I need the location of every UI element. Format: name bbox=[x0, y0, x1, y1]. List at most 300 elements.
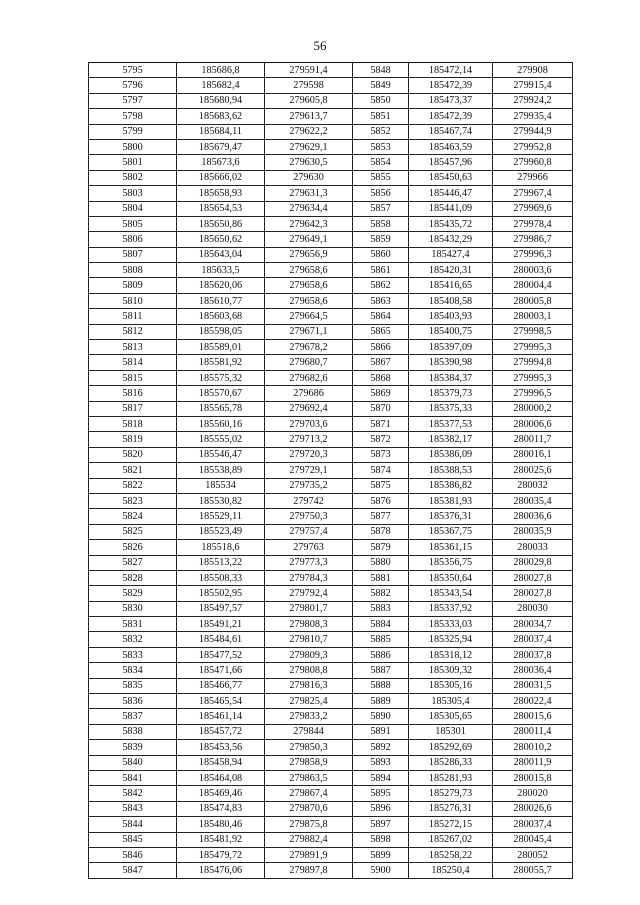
x-coordinate-cell: 185466,77 bbox=[177, 678, 265, 693]
point-number-cell: 5889 bbox=[353, 694, 409, 709]
point-number-cell: 5867 bbox=[353, 355, 409, 370]
y-coordinate-cell: 280006,6 bbox=[493, 416, 573, 431]
x-coordinate-cell: 185650,86 bbox=[177, 216, 265, 231]
point-number-cell: 5879 bbox=[353, 540, 409, 555]
x-coordinate-cell: 185397,09 bbox=[409, 340, 493, 355]
point-number-cell: 5895 bbox=[353, 786, 409, 801]
table-row bbox=[89, 740, 573, 755]
x-coordinate-cell: 185523,49 bbox=[177, 524, 265, 539]
point-number-cell: 5891 bbox=[353, 724, 409, 739]
y-coordinate-cell: 280004,4 bbox=[493, 278, 573, 293]
y-coordinate-cell: 279816,3 bbox=[265, 678, 353, 693]
x-coordinate-cell: 185534 bbox=[177, 478, 265, 493]
point-number-cell: 5890 bbox=[353, 709, 409, 724]
y-coordinate-cell: 279658,6 bbox=[265, 263, 353, 278]
x-coordinate-cell: 185473,37 bbox=[409, 93, 493, 108]
x-coordinate-cell: 185654,53 bbox=[177, 201, 265, 216]
x-coordinate-cell: 185481,92 bbox=[177, 832, 265, 847]
y-coordinate-cell: 279801,7 bbox=[265, 601, 353, 616]
point-number-cell: 5847 bbox=[89, 863, 177, 878]
table-row bbox=[89, 601, 573, 616]
y-coordinate-cell: 279642,3 bbox=[265, 216, 353, 231]
y-coordinate-cell: 280000,2 bbox=[493, 401, 573, 416]
x-coordinate-cell: 185461,14 bbox=[177, 709, 265, 724]
y-coordinate-cell: 279729,1 bbox=[265, 463, 353, 478]
point-number-cell: 5852 bbox=[353, 124, 409, 139]
y-coordinate-cell: 279692,4 bbox=[265, 401, 353, 416]
y-coordinate-cell: 279969,6 bbox=[493, 201, 573, 216]
point-number-cell: 5881 bbox=[353, 570, 409, 585]
x-coordinate-cell: 185546,47 bbox=[177, 447, 265, 462]
point-number-cell: 5802 bbox=[89, 170, 177, 185]
point-number-cell: 5815 bbox=[89, 370, 177, 385]
point-number-cell: 5814 bbox=[89, 355, 177, 370]
point-number-cell: 5886 bbox=[353, 647, 409, 662]
table-row bbox=[89, 93, 573, 108]
point-number-cell: 5846 bbox=[89, 847, 177, 862]
table-row bbox=[89, 647, 573, 662]
table-row bbox=[89, 493, 573, 508]
x-coordinate-cell: 185529,11 bbox=[177, 509, 265, 524]
x-coordinate-cell: 185565,78 bbox=[177, 401, 265, 416]
x-coordinate-cell: 185463,59 bbox=[409, 139, 493, 154]
y-coordinate-cell: 279810,7 bbox=[265, 632, 353, 647]
point-number-cell: 5892 bbox=[353, 740, 409, 755]
y-coordinate-cell: 279634,4 bbox=[265, 201, 353, 216]
point-number-cell: 5829 bbox=[89, 586, 177, 601]
x-coordinate-cell: 185477,52 bbox=[177, 647, 265, 662]
y-coordinate-cell: 279891,9 bbox=[265, 847, 353, 862]
y-coordinate-cell: 279773,3 bbox=[265, 555, 353, 570]
point-number-cell: 5861 bbox=[353, 263, 409, 278]
point-number-cell: 5798 bbox=[89, 109, 177, 124]
y-coordinate-cell: 279960,8 bbox=[493, 155, 573, 170]
point-number-cell: 5807 bbox=[89, 247, 177, 262]
y-coordinate-cell: 280026,6 bbox=[493, 801, 573, 816]
point-number-cell: 5883 bbox=[353, 601, 409, 616]
x-coordinate-cell: 185305,16 bbox=[409, 678, 493, 693]
point-number-cell: 5858 bbox=[353, 216, 409, 231]
table-row bbox=[89, 63, 573, 78]
point-number-cell: 5833 bbox=[89, 647, 177, 662]
x-coordinate-cell: 185427,4 bbox=[409, 247, 493, 262]
y-coordinate-cell: 279808,3 bbox=[265, 617, 353, 632]
point-number-cell: 5855 bbox=[353, 170, 409, 185]
y-coordinate-cell: 280010,2 bbox=[493, 740, 573, 755]
point-number-cell: 5820 bbox=[89, 447, 177, 462]
table-row bbox=[89, 617, 573, 632]
point-number-cell: 5866 bbox=[353, 340, 409, 355]
y-coordinate-cell: 279678,2 bbox=[265, 340, 353, 355]
point-number-cell: 5875 bbox=[353, 478, 409, 493]
x-coordinate-cell: 185538,89 bbox=[177, 463, 265, 478]
x-coordinate-cell: 185420,31 bbox=[409, 263, 493, 278]
point-number-cell: 5870 bbox=[353, 401, 409, 416]
table-row bbox=[89, 632, 573, 647]
point-number-cell: 5899 bbox=[353, 847, 409, 862]
y-coordinate-cell: 279784,3 bbox=[265, 570, 353, 585]
y-coordinate-cell: 280055,7 bbox=[493, 863, 573, 878]
y-coordinate-cell: 280030 bbox=[493, 601, 573, 616]
y-coordinate-cell: 280025,6 bbox=[493, 463, 573, 478]
y-coordinate-cell: 279658,6 bbox=[265, 293, 353, 308]
x-coordinate-cell: 185575,32 bbox=[177, 370, 265, 385]
y-coordinate-cell: 280036,6 bbox=[493, 509, 573, 524]
point-number-cell: 5860 bbox=[353, 247, 409, 262]
y-coordinate-cell: 279870,6 bbox=[265, 801, 353, 816]
x-coordinate-cell: 185279,73 bbox=[409, 786, 493, 801]
y-coordinate-cell: 279658,6 bbox=[265, 278, 353, 293]
x-coordinate-cell: 185432,29 bbox=[409, 232, 493, 247]
point-number-cell: 5863 bbox=[353, 293, 409, 308]
y-coordinate-cell: 279986,7 bbox=[493, 232, 573, 247]
y-coordinate-cell: 279763 bbox=[265, 540, 353, 555]
point-number-cell: 5832 bbox=[89, 632, 177, 647]
point-number-cell: 5857 bbox=[353, 201, 409, 216]
x-coordinate-cell: 185457,96 bbox=[409, 155, 493, 170]
x-coordinate-cell: 185250,4 bbox=[409, 863, 493, 878]
y-coordinate-cell: 279622,2 bbox=[265, 124, 353, 139]
x-coordinate-cell: 185464,08 bbox=[177, 770, 265, 785]
x-coordinate-cell: 185361,15 bbox=[409, 540, 493, 555]
x-coordinate-cell: 185301 bbox=[409, 724, 493, 739]
point-number-cell: 5854 bbox=[353, 155, 409, 170]
point-number-cell: 5801 bbox=[89, 155, 177, 170]
y-coordinate-cell: 279996,5 bbox=[493, 386, 573, 401]
y-coordinate-cell: 279944,9 bbox=[493, 124, 573, 139]
point-number-cell: 5796 bbox=[89, 78, 177, 93]
y-coordinate-cell: 280032 bbox=[493, 478, 573, 493]
x-coordinate-cell: 185682,4 bbox=[177, 78, 265, 93]
point-number-cell: 5813 bbox=[89, 340, 177, 355]
x-coordinate-cell: 185325,94 bbox=[409, 632, 493, 647]
table-row bbox=[89, 555, 573, 570]
table-row bbox=[89, 309, 573, 324]
x-coordinate-cell: 185491,21 bbox=[177, 617, 265, 632]
point-number-cell: 5851 bbox=[353, 109, 409, 124]
y-coordinate-cell: 279664,5 bbox=[265, 309, 353, 324]
y-coordinate-cell: 279605,8 bbox=[265, 93, 353, 108]
point-number-cell: 5835 bbox=[89, 678, 177, 693]
y-coordinate-cell: 279875,8 bbox=[265, 817, 353, 832]
point-number-cell: 5841 bbox=[89, 770, 177, 785]
point-number-cell: 5825 bbox=[89, 524, 177, 539]
table-row bbox=[89, 478, 573, 493]
point-number-cell: 5821 bbox=[89, 463, 177, 478]
x-coordinate-cell: 185400,75 bbox=[409, 324, 493, 339]
x-coordinate-cell: 185513,22 bbox=[177, 555, 265, 570]
table-row bbox=[89, 232, 573, 247]
x-coordinate-cell: 185679,47 bbox=[177, 139, 265, 154]
y-coordinate-cell: 279703,6 bbox=[265, 416, 353, 431]
point-number-cell: 5896 bbox=[353, 801, 409, 816]
page-number: 56 bbox=[313, 38, 327, 53]
table-row bbox=[89, 447, 573, 462]
x-coordinate-cell: 185388,53 bbox=[409, 463, 493, 478]
x-coordinate-cell: 185589,01 bbox=[177, 340, 265, 355]
table-row bbox=[89, 709, 573, 724]
y-coordinate-cell: 279935,4 bbox=[493, 109, 573, 124]
point-number-cell: 5897 bbox=[353, 817, 409, 832]
x-coordinate-cell: 185453,56 bbox=[177, 740, 265, 755]
point-number-cell: 5826 bbox=[89, 540, 177, 555]
x-coordinate-cell: 185680,94 bbox=[177, 93, 265, 108]
point-number-cell: 5838 bbox=[89, 724, 177, 739]
y-coordinate-cell: 279671,1 bbox=[265, 324, 353, 339]
y-coordinate-cell: 279808,8 bbox=[265, 663, 353, 678]
x-coordinate-cell: 185416,65 bbox=[409, 278, 493, 293]
y-coordinate-cell: 279998,5 bbox=[493, 324, 573, 339]
x-coordinate-cell: 185555,02 bbox=[177, 432, 265, 447]
x-coordinate-cell: 185469,46 bbox=[177, 786, 265, 801]
table-row bbox=[89, 432, 573, 447]
table-row bbox=[89, 570, 573, 585]
point-number-cell: 5884 bbox=[353, 617, 409, 632]
point-number-cell: 5843 bbox=[89, 801, 177, 816]
point-number-cell: 5839 bbox=[89, 740, 177, 755]
y-coordinate-cell: 280045,4 bbox=[493, 832, 573, 847]
x-coordinate-cell: 185403,93 bbox=[409, 309, 493, 324]
x-coordinate-cell: 185286,33 bbox=[409, 755, 493, 770]
x-coordinate-cell: 185384,37 bbox=[409, 370, 493, 385]
x-coordinate-cell: 185465,54 bbox=[177, 694, 265, 709]
x-coordinate-cell: 185472,39 bbox=[409, 109, 493, 124]
y-coordinate-cell: 280037,8 bbox=[493, 647, 573, 662]
point-number-cell: 5888 bbox=[353, 678, 409, 693]
x-coordinate-cell: 185479,72 bbox=[177, 847, 265, 862]
y-coordinate-cell: 279924,2 bbox=[493, 93, 573, 108]
y-coordinate-cell: 280033 bbox=[493, 540, 573, 555]
x-coordinate-cell: 185683,62 bbox=[177, 109, 265, 124]
y-coordinate-cell: 279631,3 bbox=[265, 186, 353, 201]
y-coordinate-cell: 279713,2 bbox=[265, 432, 353, 447]
point-number-cell: 5885 bbox=[353, 632, 409, 647]
table-row bbox=[89, 663, 573, 678]
point-number-cell: 5849 bbox=[353, 78, 409, 93]
y-coordinate-cell: 279844 bbox=[265, 724, 353, 739]
point-number-cell: 5819 bbox=[89, 432, 177, 447]
y-coordinate-cell: 279915,4 bbox=[493, 78, 573, 93]
point-number-cell: 5834 bbox=[89, 663, 177, 678]
x-coordinate-cell: 185472,14 bbox=[409, 63, 493, 78]
x-coordinate-cell: 185292,69 bbox=[409, 740, 493, 755]
y-coordinate-cell: 279995,3 bbox=[493, 340, 573, 355]
y-coordinate-cell: 279629,1 bbox=[265, 139, 353, 154]
point-number-cell: 5803 bbox=[89, 186, 177, 201]
point-number-cell: 5845 bbox=[89, 832, 177, 847]
x-coordinate-cell: 185305,4 bbox=[409, 694, 493, 709]
x-coordinate-cell: 185650,62 bbox=[177, 232, 265, 247]
table-row bbox=[89, 355, 573, 370]
y-coordinate-cell: 279825,4 bbox=[265, 694, 353, 709]
y-coordinate-cell: 280011,4 bbox=[493, 724, 573, 739]
y-coordinate-cell: 280003,6 bbox=[493, 263, 573, 278]
point-number-cell: 5827 bbox=[89, 555, 177, 570]
x-coordinate-cell: 185386,82 bbox=[409, 478, 493, 493]
table-row bbox=[89, 340, 573, 355]
x-coordinate-cell: 185356,75 bbox=[409, 555, 493, 570]
point-number-cell: 5804 bbox=[89, 201, 177, 216]
x-coordinate-cell: 185530,82 bbox=[177, 493, 265, 508]
point-number-cell: 5795 bbox=[89, 63, 177, 78]
x-coordinate-cell: 185508,33 bbox=[177, 570, 265, 585]
y-coordinate-cell: 279656,9 bbox=[265, 247, 353, 262]
point-number-cell: 5812 bbox=[89, 324, 177, 339]
x-coordinate-cell: 185472,39 bbox=[409, 78, 493, 93]
table-row bbox=[89, 694, 573, 709]
point-number-cell: 5880 bbox=[353, 555, 409, 570]
point-number-cell: 5868 bbox=[353, 370, 409, 385]
x-coordinate-cell: 185281,93 bbox=[409, 770, 493, 785]
x-coordinate-cell: 185441,09 bbox=[409, 201, 493, 216]
y-coordinate-cell: 280027,8 bbox=[493, 586, 573, 601]
y-coordinate-cell: 280015,6 bbox=[493, 709, 573, 724]
x-coordinate-cell: 185458,94 bbox=[177, 755, 265, 770]
y-coordinate-cell: 279882,4 bbox=[265, 832, 353, 847]
point-number-cell: 5809 bbox=[89, 278, 177, 293]
x-coordinate-cell: 185480,46 bbox=[177, 817, 265, 832]
x-coordinate-cell: 185376,31 bbox=[409, 509, 493, 524]
table-row bbox=[89, 124, 573, 139]
table-row bbox=[89, 201, 573, 216]
x-coordinate-cell: 185375,33 bbox=[409, 401, 493, 416]
y-coordinate-cell: 279680,7 bbox=[265, 355, 353, 370]
y-coordinate-cell: 280037,4 bbox=[493, 817, 573, 832]
point-number-cell: 5797 bbox=[89, 93, 177, 108]
table-row bbox=[89, 540, 573, 555]
point-number-cell: 5859 bbox=[353, 232, 409, 247]
x-coordinate-cell: 185658,93 bbox=[177, 186, 265, 201]
table-row bbox=[89, 817, 573, 832]
point-number-cell: 5876 bbox=[353, 493, 409, 508]
x-coordinate-cell: 185435,72 bbox=[409, 216, 493, 231]
table-row bbox=[89, 770, 573, 785]
x-coordinate-cell: 185684,11 bbox=[177, 124, 265, 139]
point-number-cell: 5893 bbox=[353, 755, 409, 770]
y-coordinate-cell: 279863,5 bbox=[265, 770, 353, 785]
table-row bbox=[89, 293, 573, 308]
y-coordinate-cell: 279686 bbox=[265, 386, 353, 401]
coordinates-table bbox=[88, 62, 573, 879]
table-row bbox=[89, 78, 573, 93]
x-coordinate-cell: 185379,73 bbox=[409, 386, 493, 401]
x-coordinate-cell: 185272,15 bbox=[409, 817, 493, 832]
point-number-cell: 5894 bbox=[353, 770, 409, 785]
x-coordinate-cell: 185603,68 bbox=[177, 309, 265, 324]
x-coordinate-cell: 185643,04 bbox=[177, 247, 265, 262]
table-row bbox=[89, 524, 573, 539]
table-row bbox=[89, 678, 573, 693]
y-coordinate-cell: 280027,8 bbox=[493, 570, 573, 585]
table-row bbox=[89, 755, 573, 770]
point-number-cell: 5878 bbox=[353, 524, 409, 539]
y-coordinate-cell: 279742 bbox=[265, 493, 353, 508]
x-coordinate-cell: 185474,83 bbox=[177, 801, 265, 816]
y-coordinate-cell: 280016,1 bbox=[493, 447, 573, 462]
table-row bbox=[89, 370, 573, 385]
y-coordinate-cell: 279757,4 bbox=[265, 524, 353, 539]
x-coordinate-cell: 185598,05 bbox=[177, 324, 265, 339]
y-coordinate-cell: 280029,8 bbox=[493, 555, 573, 570]
x-coordinate-cell: 185337,92 bbox=[409, 601, 493, 616]
point-number-cell: 5871 bbox=[353, 416, 409, 431]
table-row bbox=[89, 832, 573, 847]
table-row bbox=[89, 509, 573, 524]
table-row bbox=[89, 170, 573, 185]
table-row bbox=[89, 247, 573, 262]
y-coordinate-cell: 279591,4 bbox=[265, 63, 353, 78]
point-number-cell: 5862 bbox=[353, 278, 409, 293]
y-coordinate-cell: 280011,7 bbox=[493, 432, 573, 447]
point-number-cell: 5882 bbox=[353, 586, 409, 601]
y-coordinate-cell: 280036,4 bbox=[493, 663, 573, 678]
point-number-cell: 5869 bbox=[353, 386, 409, 401]
x-coordinate-cell: 185258,22 bbox=[409, 847, 493, 862]
x-coordinate-cell: 185471,66 bbox=[177, 663, 265, 678]
y-coordinate-cell: 279792,4 bbox=[265, 586, 353, 601]
y-coordinate-cell: 280003,1 bbox=[493, 309, 573, 324]
table-row bbox=[89, 386, 573, 401]
x-coordinate-cell: 185382,17 bbox=[409, 432, 493, 447]
point-number-cell: 5806 bbox=[89, 232, 177, 247]
y-coordinate-cell: 279867,4 bbox=[265, 786, 353, 801]
x-coordinate-cell: 185518,6 bbox=[177, 540, 265, 555]
x-coordinate-cell: 185450,63 bbox=[409, 170, 493, 185]
table-row bbox=[89, 263, 573, 278]
x-coordinate-cell: 185476,06 bbox=[177, 863, 265, 878]
table-row bbox=[89, 401, 573, 416]
point-number-cell: 5811 bbox=[89, 309, 177, 324]
point-number-cell: 5822 bbox=[89, 478, 177, 493]
y-coordinate-cell: 279897,8 bbox=[265, 863, 353, 878]
point-number-cell: 5900 bbox=[353, 863, 409, 878]
table-row bbox=[89, 463, 573, 478]
point-number-cell: 5823 bbox=[89, 493, 177, 508]
table-row bbox=[89, 139, 573, 154]
y-coordinate-cell: 280034,7 bbox=[493, 617, 573, 632]
y-coordinate-cell: 279613,7 bbox=[265, 109, 353, 124]
point-number-cell: 5837 bbox=[89, 709, 177, 724]
y-coordinate-cell: 279996,3 bbox=[493, 247, 573, 262]
y-coordinate-cell: 280037,4 bbox=[493, 632, 573, 647]
point-number-cell: 5872 bbox=[353, 432, 409, 447]
y-coordinate-cell: 280011,9 bbox=[493, 755, 573, 770]
x-coordinate-cell: 185390,98 bbox=[409, 355, 493, 370]
point-number-cell: 5887 bbox=[353, 663, 409, 678]
table-row bbox=[89, 801, 573, 816]
x-coordinate-cell: 185309,32 bbox=[409, 663, 493, 678]
point-number-cell: 5864 bbox=[353, 309, 409, 324]
x-coordinate-cell: 185686,8 bbox=[177, 63, 265, 78]
y-coordinate-cell: 280052 bbox=[493, 847, 573, 862]
x-coordinate-cell: 185467,74 bbox=[409, 124, 493, 139]
y-coordinate-cell: 279682,6 bbox=[265, 370, 353, 385]
x-coordinate-cell: 185408,58 bbox=[409, 293, 493, 308]
y-coordinate-cell: 280015,8 bbox=[493, 770, 573, 785]
point-number-cell: 5799 bbox=[89, 124, 177, 139]
point-number-cell: 5853 bbox=[353, 139, 409, 154]
point-number-cell: 5810 bbox=[89, 293, 177, 308]
y-coordinate-cell: 280020 bbox=[493, 786, 573, 801]
x-coordinate-cell: 185633,5 bbox=[177, 263, 265, 278]
y-coordinate-cell: 279952,8 bbox=[493, 139, 573, 154]
x-coordinate-cell: 185560,16 bbox=[177, 416, 265, 431]
x-coordinate-cell: 185333,03 bbox=[409, 617, 493, 632]
table-row bbox=[89, 724, 573, 739]
point-number-cell: 5816 bbox=[89, 386, 177, 401]
point-number-cell: 5840 bbox=[89, 755, 177, 770]
y-coordinate-cell: 279735,2 bbox=[265, 478, 353, 493]
